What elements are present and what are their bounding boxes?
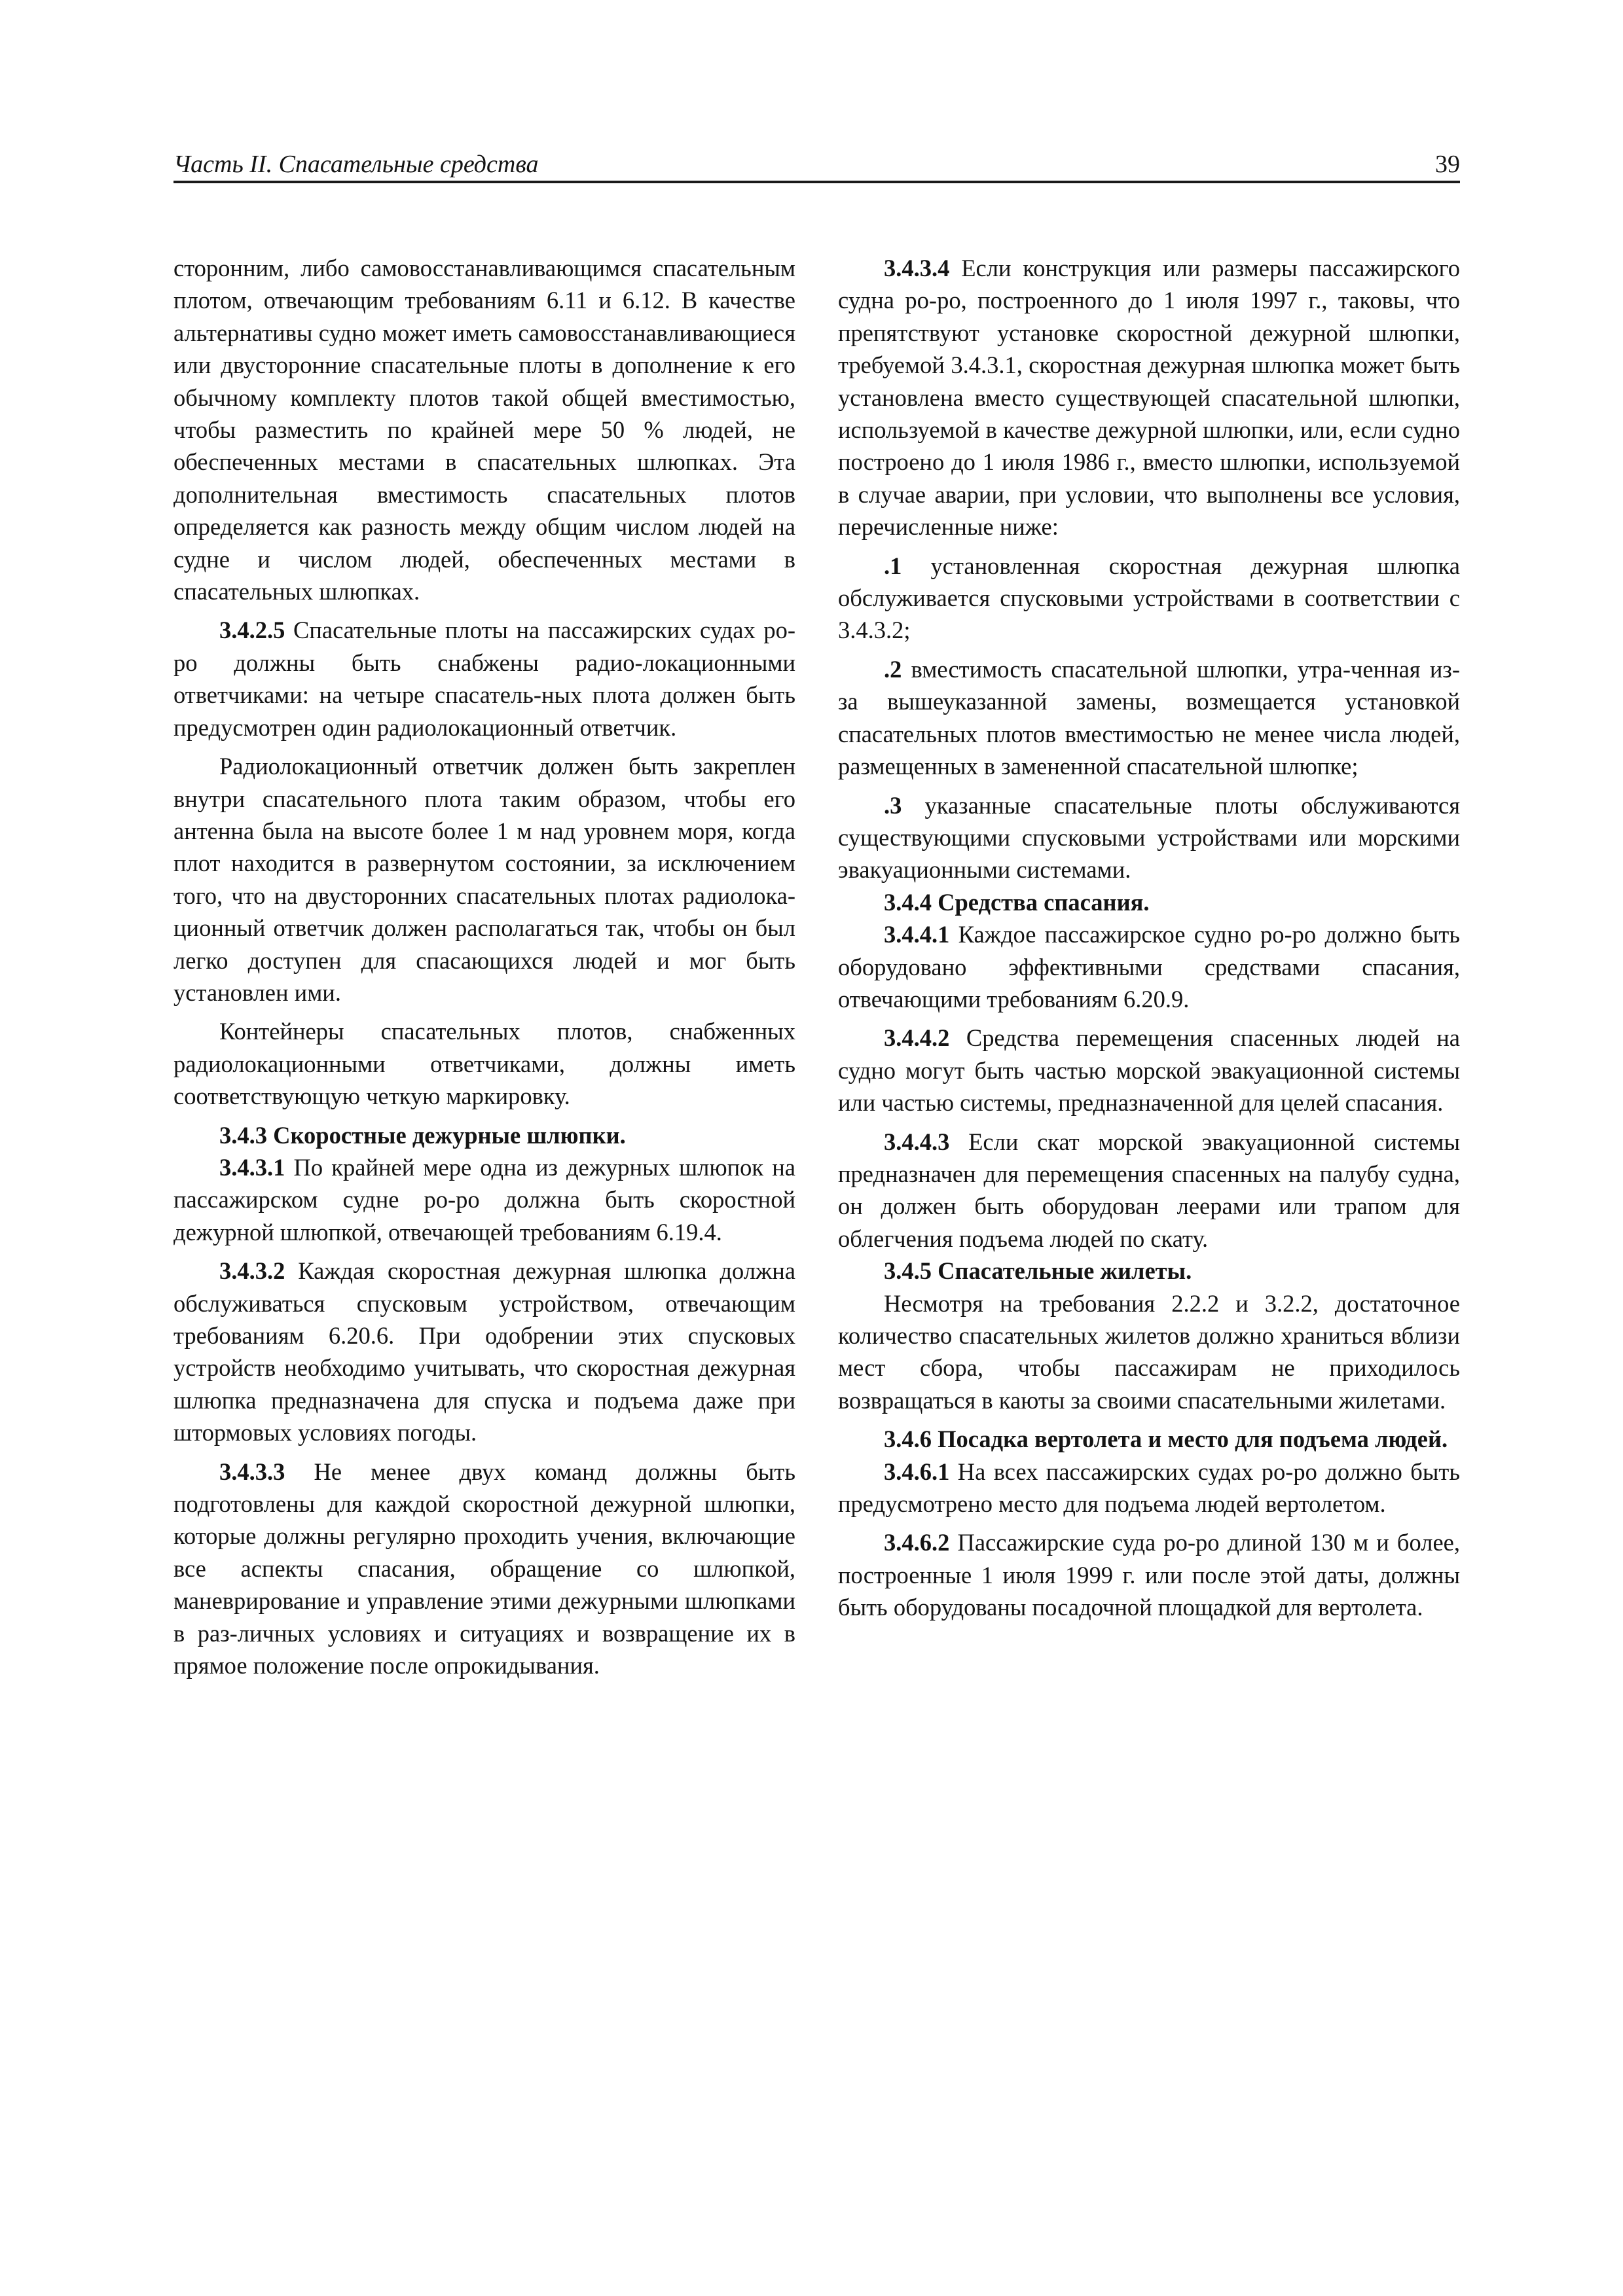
clause-text: По крайней мере одна из дежурных шлюпок на пассажирском судне ро-ро должна быть скоростной дежурной шлюпкой, отвечающей требованиям 6.19.4. [173, 1153, 795, 1246]
list-item-text: указанные спасательные плоты обслуживаются существующими спусковыми устройствами или морскими эвакуационными системами. [838, 791, 1460, 884]
clause-number: 3.4.6.2 [884, 1529, 950, 1556]
section-heading-3-4-5: 3.4.5 Спасательные жилеты. [884, 1257, 1192, 1285]
section-heading-3-4-3: 3.4.3 Скоростные дежурные шлюпки. [219, 1121, 626, 1149]
paragraph-3-4-4-2 [838, 1022, 1460, 1119]
paragraph-3-4-6-2 [838, 1526, 1460, 1623]
clause-number: 3.4.3.2 [219, 1257, 285, 1285]
clause-number: 3.4.3.1 [219, 1153, 285, 1181]
clause-number: 3.4.4.3 [884, 1128, 950, 1155]
clause-number: 3.4.3.4 [884, 255, 950, 281]
clause-text: Если скат морской эвакуационной системы предназначен для перемещения спасенных на палубу судна, он должен быть оборудован леерами или трапом для облегчения подъема людей по скату. [838, 1128, 1460, 1252]
paragraph-3-4-3-3 [173, 1456, 795, 1682]
paragraph-3-4-3-2 [173, 1255, 795, 1448]
list-item-1 [838, 550, 1460, 647]
list-item-number: .1 [884, 552, 902, 579]
paragraph-3-4-4-3 [838, 1126, 1460, 1255]
list-item-text: установленная скоростная дежурная шлюпка обслуживается спусковыми устройствами в соответствии с 3.4.3.2; [838, 552, 1460, 644]
clause-text: Средства перемещения спасенных людей на судно могут быть частью морской эвакуационной системы или частью системы, предназначенной для целей спасания. [838, 1024, 1460, 1117]
list-item-3 [838, 789, 1460, 886]
clause-text: Спасательные плоты на пассажирских судах ро-ро должны быть снабжены радио-локационными ответчиками: на четыре спасатель-ных плота должен быть предусмотрен один радиолокационный ответчик. [173, 617, 795, 741]
paragraph-life-jackets: Несмотря на требования 2.2.2 и 3.2.2, достаточное количество спасательных жилетов должно храниться вблизи мест сбора, чтобы пассажирам не приходилось возвращаться в каюты за своими спасательными жилетами. [838, 1289, 1460, 1414]
clause-number: 3.4.4.2 [884, 1024, 950, 1052]
clause-text: Каждая скоростная дежурная шлюпка должна обслуживаться спусковым устройством, отвечающим требованиям 6.20.6. При одобрении этих спусковых устройств необходимо учитывать, что скоростная дежурная шлюпка предназначена для спуска и подъема даже при штормовых условиях погоды. [173, 1257, 795, 1446]
list-item-text: вместимость спасательной шлюпки, утра-ченная из-за вышеуказанной замены, возмещается установкой спасательных плотов вместимостью не менее числа людей, размещенных в замененной спасательной шлюпке; [838, 655, 1460, 780]
list-item-number: .2 [884, 655, 902, 683]
section-heading-3-4-4: 3.4.4 Средства спасания. [884, 888, 1150, 916]
clause-text: Пассажирские суда ро-ро длиной 130 м и более, построенные 1 июля 1999 г. или после этой даты, должны быть оборудованы посадочной площадкой для вертолета. [838, 1529, 1460, 1621]
left-column [173, 252, 795, 1681]
list-item-number: .3 [884, 791, 902, 819]
paragraph-radar-transponder: Радиолокационный ответчик должен быть закреплен внутри спасательного плота таким образом, чтобы его антенна была на высоте более 1 м над уровнем моря, когда плот находится в развернутом состоянии, за исключением того, что на двусторонних спасательных плотах радиолока-ционный ответчик должен располагаться так, чтобы он был легко доступен для спасающихся людей и мог быть установлен ими. [173, 753, 795, 1006]
clause-number: 3.4.6.1 [884, 1458, 950, 1485]
clause-number: 3.4.2.5 [219, 617, 285, 644]
paragraph-3-4-3-1 [173, 1151, 795, 1248]
paragraph-3-4-3-4 [838, 252, 1460, 543]
list-item-2 [838, 653, 1460, 783]
paragraph-continuation: сторонним, либо самовосстанавливающимся спасательным плотом, отвечающим требованиям 6.11 и 6.12. В качестве альтернативы судно может иметь самовосстанавливающиеся или двусторонние спасательные плоты в дополнение к его обычному комплекту плотов такой общей вместимостью, чтобы разместить по крайней мере 50 % людей, не обеспеченных местами в спасательных шлюпках. Эта дополнительная вместимость спасательных плотов определяется как разность между общим числом людей на судне и числом людей, обеспеченных местами в спасательных шлюпках. [173, 255, 795, 605]
paragraph-3-4-6-1 [838, 1456, 1460, 1520]
section-heading-3-4-6: 3.4.6 Посадка вертолета и место для подъема людей. [884, 1426, 1448, 1453]
page-number: 39 [1435, 151, 1460, 178]
right-column [838, 252, 1460, 1624]
running-title: Часть II. Спасательные средства [173, 151, 539, 178]
clause-text: Если конструкция или размеры пассажирского судна ро-ро, построенного до 1 июля 1997 г., таковы, что препятствуют установке скоростной дежурной шлюпки, требуемой 3.4.3.1, скоростная дежурная шлюпка может быть установлена вместо существующей спасательной шлюпки, используемой в качестве дежурной шлюпки, или, если судно построено до 1 июля 1986 г., вместо шлюпки, используемой в случае аварии, при условии, что выполнены все условия, перечисленные ниже: [838, 255, 1460, 541]
running-header [173, 144, 1460, 183]
paragraph-containers: Контейнеры спасательных плотов, снабженных радиолокационными ответчиками, должны иметь соответствующую четкую маркировку. [173, 1018, 795, 1110]
clause-number: 3.4.3.3 [219, 1458, 285, 1485]
clause-text: На всех пассажирских судах ро-ро должно быть предусмотрено место для подъема людей вертолетом. [838, 1458, 1460, 1518]
clause-text: Каждое пассажирское судно ро-ро должно быть оборудовано эффективными средствами спасания, отвечающими требованиям 6.20.9. [838, 921, 1460, 1013]
clause-number: 3.4.4.1 [884, 921, 950, 948]
paragraph-3-4-2-5 [173, 614, 795, 744]
paragraph-3-4-4-1 [838, 918, 1460, 1015]
clause-text: Не менее двух команд должны быть подготовлены для каждой скоростной дежурной шлюпки, которые должны регулярно проходить учения, включающие все аспекты спасания, обращение со шлюпкой, маневрирование и управление этими дежурными шлюпками в раз-личных условиях и ситуациях и возвращение их в прямое положение после опрокидывания. [173, 1458, 795, 1679]
